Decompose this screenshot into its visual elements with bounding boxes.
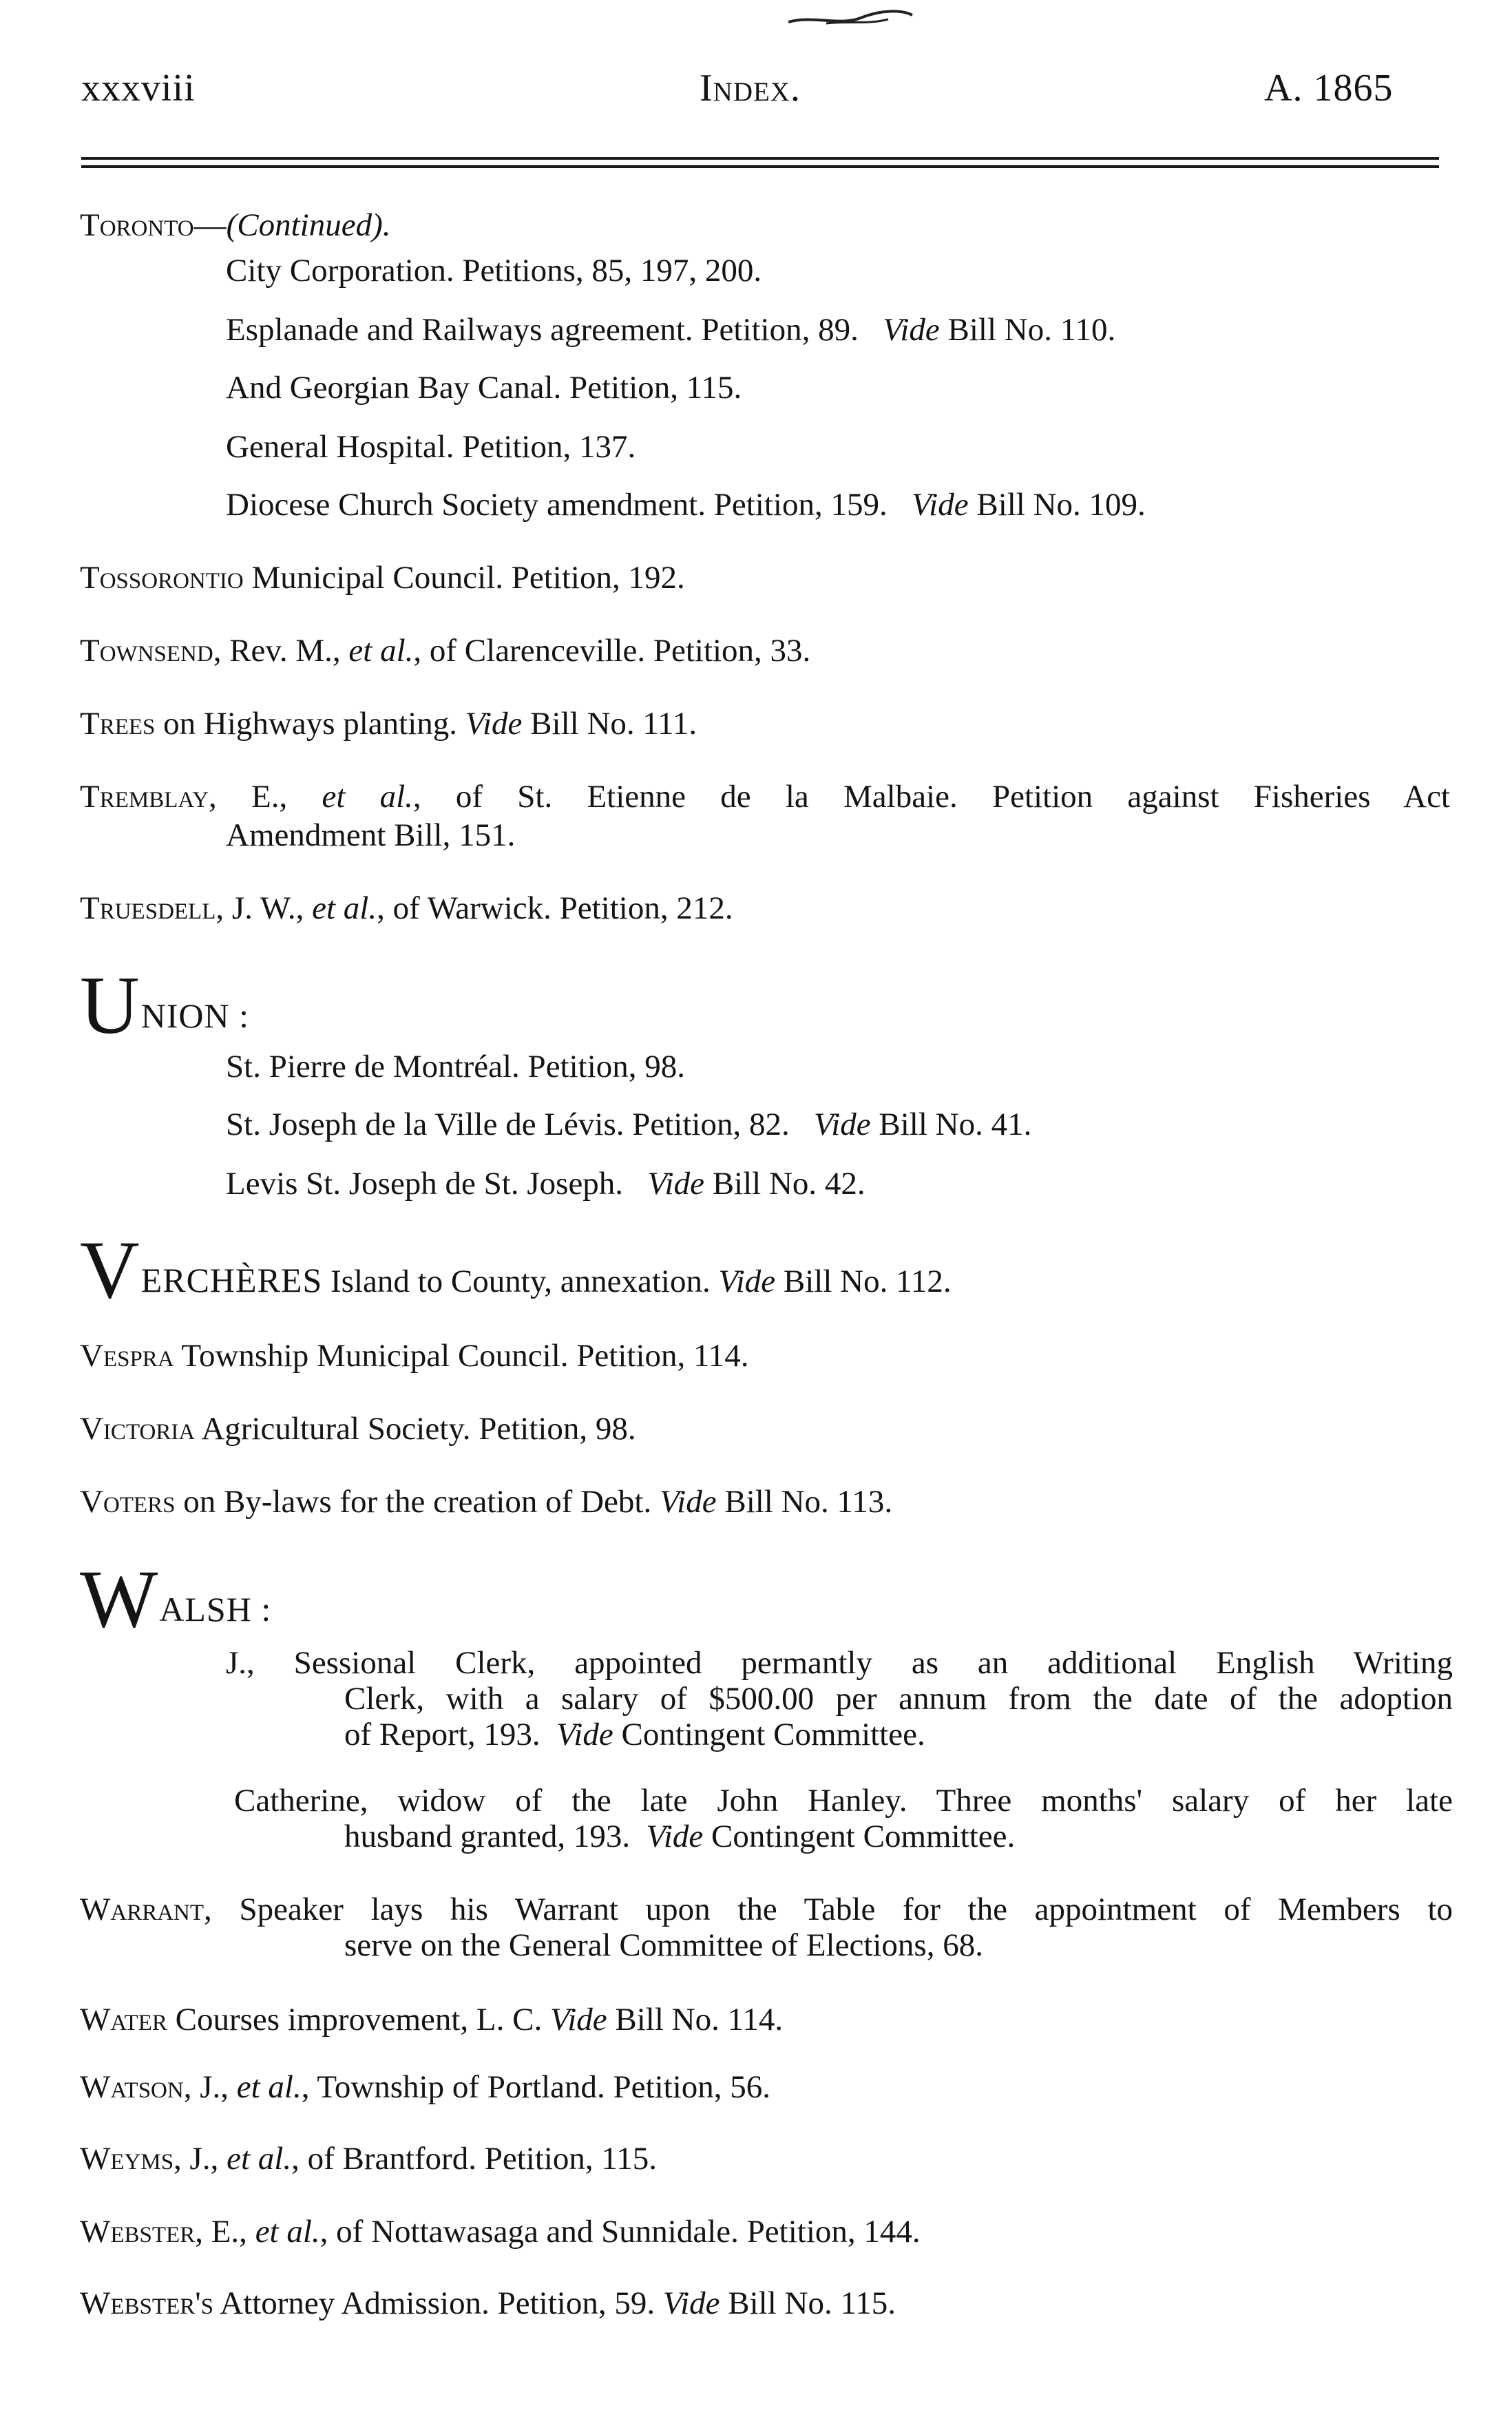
entry-headword: Tremblay, — [80, 779, 217, 815]
index-subentry: Catherine, widow of the late John Hanley. Three months' salary of her late — [234, 1783, 1453, 1819]
index-entry: Vespra Township Municipal Council. Petition, 114. — [80, 1338, 749, 1374]
entry-headword: Warrant, — [80, 1892, 212, 1927]
index-subentry: J., Sessional Clerk, appointed permantly as an additional English Writing — [226, 1645, 1453, 1681]
index-entry: Trees on Highways planting. Vide Bill No. 111. — [80, 706, 697, 742]
printer-ornament-icon — [785, 3, 916, 30]
index-entry: Victoria Agricultural Society. Petition, 98. — [80, 1411, 636, 1447]
entry-headword: Truesdell, — [80, 890, 224, 926]
page-title: Index. — [700, 67, 801, 109]
index-subentry: St. Joseph de la Ville de Lévis. Petition, 82. Vide Bill No. 41. — [226, 1107, 1032, 1142]
index-entry: Watson, J., et al., Township of Portland. Petition, 56. — [80, 2069, 771, 2105]
header-rule-bottom — [81, 165, 1439, 168]
entry-headword: Voters — [80, 1484, 176, 1520]
index-subentry: City Corporation. Petitions, 85, 197, 200. — [226, 253, 762, 289]
entry-headword: Watson, — [80, 2069, 192, 2105]
index-entry: Water Courses improvement, L. C. Vide Bill No. 114. — [80, 2002, 784, 2038]
section-heading-walsh: WALSH : — [80, 1553, 272, 1644]
entry-headword: Victoria — [80, 1411, 196, 1447]
entry-headword: Tossorontio — [80, 560, 244, 596]
entry-headword: Toronto — [80, 207, 194, 243]
entry-headword: Webster, — [80, 2214, 203, 2250]
entry-headword: Townsend, — [80, 633, 222, 669]
entry-headword: Trees — [80, 706, 156, 742]
section-heading-vercheres: VERCHÈRES Island to County, annexation. Vide Bill No. 112. — [80, 1224, 952, 1315]
index-entry-toronto-head: Toronto—(Continued). — [80, 207, 391, 243]
index-entry: Webster's Attorney Admission. Petition, 59. Vide Bill No. 115. — [80, 2285, 896, 2321]
index-entry: Webster, E., et al., of Nottawasaga and Sunnidale. Petition, 144. — [80, 2214, 921, 2250]
index-entry: Tremblay, E., et al., of St. Etienne de la Malbaie. Petition against Fisheries Act — [80, 779, 1450, 815]
index-subentry: And Georgian Bay Canal. Petition, 115. — [226, 370, 742, 406]
index-entry: Townsend, Rev. M., et al., of Clarenceville. Petition, 33. — [80, 633, 811, 669]
index-subentry-continuation: Clerk, with a salary of $500.00 per annum from the date of the adoption — [344, 1681, 1453, 1717]
index-entry: Warrant, Speaker lays his Warrant upon the Table for the appointment of Members to — [80, 1892, 1453, 1927]
index-entry: Tossorontio Municipal Council. Petition, 192. — [80, 560, 685, 596]
index-entry-continuation: Amendment Bill, 151. — [226, 817, 516, 853]
index-subentry: St. Pierre de Montréal. Petition, 98. — [226, 1049, 686, 1085]
index-subentry: Diocese Church Society amendment. Petition, 159. Vide Bill No. 109. — [226, 487, 1146, 523]
index-subentry: Esplanade and Railways agreement. Petition, 89. Vide Bill No. 110. — [226, 312, 1116, 348]
entry-headword: Water — [80, 2002, 167, 2038]
entry-headword: Webster's — [80, 2285, 214, 2321]
continued-note: (Continued). — [226, 207, 391, 243]
entry-headword: Weyms, — [80, 2141, 182, 2177]
header-rule-top — [81, 157, 1439, 160]
index-subentry: General Hospital. Petition, 137. — [226, 429, 636, 465]
page-number: xxxviii — [81, 67, 196, 109]
index-subentry-continuation: husband granted, 193. Vide Contingent Committee. — [344, 1819, 1016, 1854]
page-year: A. 1865 — [1264, 67, 1394, 109]
index-entry: Weyms, J., et al., of Brantford. Petition, 115. — [80, 2141, 657, 2177]
section-heading-union: UNION : — [80, 959, 250, 1051]
index-subentry-continuation: of Report, 193. Vide Contingent Committee. — [344, 1717, 925, 1752]
index-entry: Truesdell, J. W., et al., of Warwick. Petition, 212. — [80, 890, 733, 926]
entry-headword: Vespra — [80, 1338, 174, 1374]
index-entry-continuation: serve on the General Committee of Elections, 68. — [344, 1927, 983, 1963]
index-subentry: Levis St. Joseph de St. Joseph. Vide Bill No. 42. — [226, 1166, 865, 1202]
index-entry: Voters on By-laws for the creation of Debt. Vide Bill No. 113. — [80, 1484, 893, 1520]
